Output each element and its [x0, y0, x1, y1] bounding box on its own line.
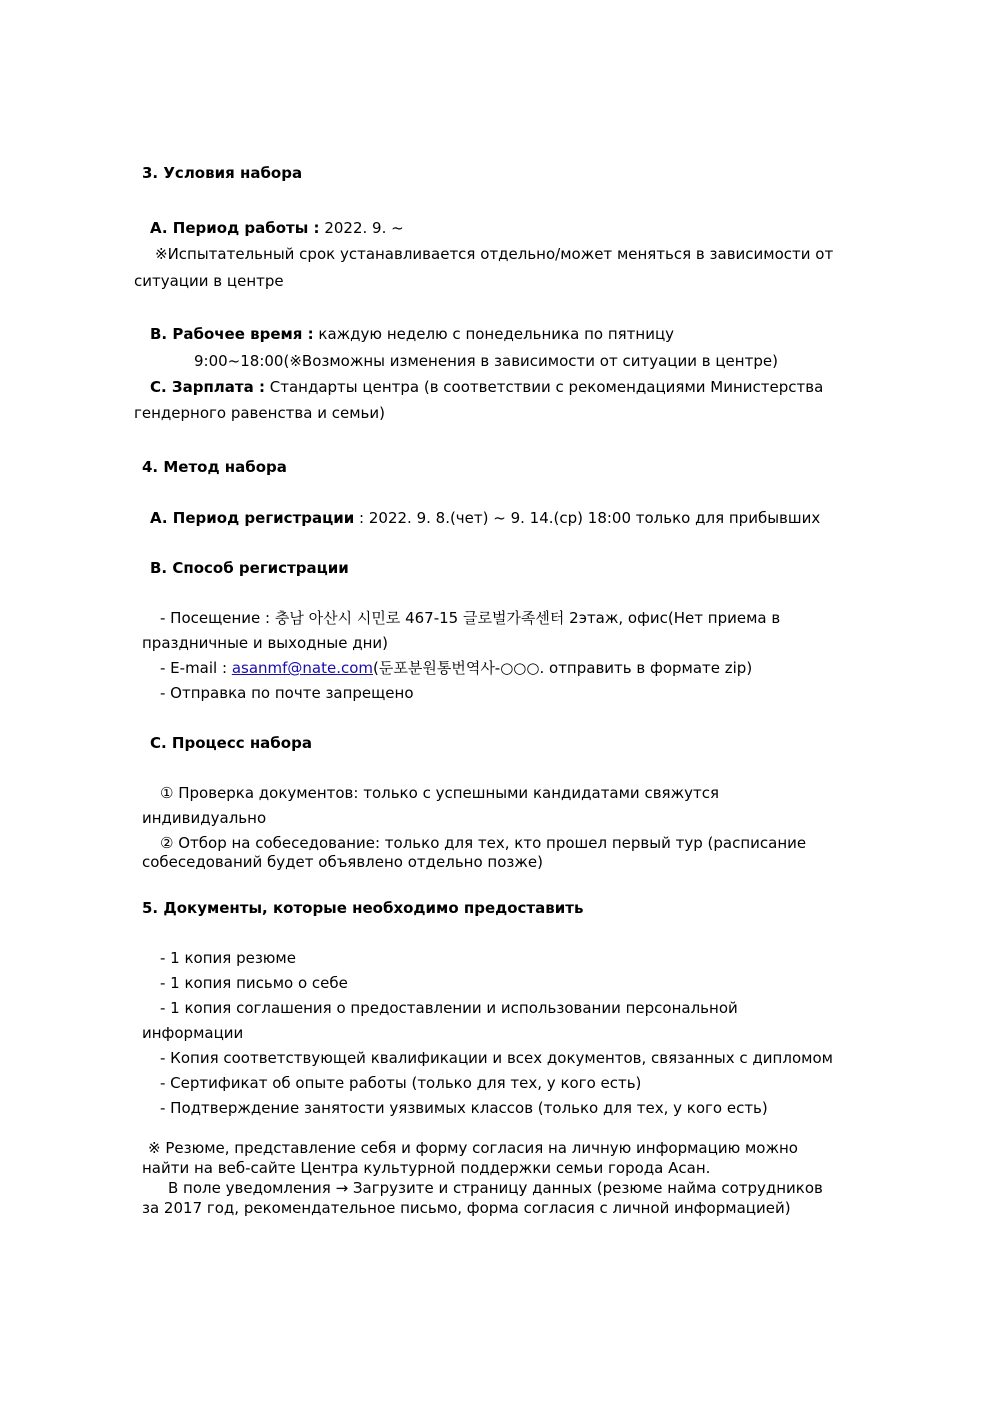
- work-period-line: [150, 218, 404, 238]
- registration-period-label: A. Период регистрации: [150, 509, 355, 527]
- email-suffix: (둔포분원통번역사-○○○. отправить в формате zip): [373, 659, 753, 677]
- visit-line-1: - Посещение : 충남 아산시 시민로 467-15 글로벌가족센터 2этаж, офис(Нет приема в: [160, 609, 781, 627]
- document-item: - 1 копия резюме: [160, 949, 296, 967]
- visit-line-2: праздничные и выходные дни): [142, 634, 388, 652]
- document-item: - Копия соответствующей квалификации и всех документов, связанных с дипломом: [160, 1049, 833, 1067]
- recruitment-process-heading: C. Процесс набора: [150, 734, 312, 752]
- step-1-line-2: индивидуально: [142, 809, 267, 827]
- step-2-line-1: ② Отбор на собеседование: только для тех, кто прошел первый тур (расписание: [160, 834, 807, 852]
- work-hours-line: [150, 324, 674, 344]
- step-1-line-1: ① Проверка документов: только с успешными кандидатами свяжутся: [160, 784, 719, 802]
- work-period-value: 2022. 9. ~: [319, 219, 404, 237]
- email-prefix: - E-mail :: [160, 659, 232, 677]
- section-3-heading: 3. Условия набора: [142, 164, 303, 182]
- forms-note-line-2: найти на веб-сайте Центра культурной поддержки семьи города Асан.: [142, 1159, 711, 1177]
- registration-method-heading: B. Способ регистрации: [150, 559, 349, 577]
- registration-period-value: : 2022. 9. 8.(чет) ~ 9. 14.(ср) 18:00 только для прибывших: [354, 509, 821, 527]
- section-4-heading: 4. Метод набора: [142, 458, 287, 476]
- work-hours-label: B. Рабочее время :: [150, 325, 314, 343]
- post-prohibited-line: - Отправка по почте запрещено: [160, 684, 414, 702]
- forms-note-line-1: ※ Резюме, представление себя и форму согласия на личную информацию можно: [148, 1139, 798, 1157]
- work-hours-detail: 9:00~18:00(※Возможны изменения в зависимости от ситуации в центре): [194, 352, 778, 370]
- email-link[interactable]: asanmf@nate.com: [231, 659, 374, 677]
- document-item: - Сертификат об опыте работы (только для тех, у кого есть): [160, 1074, 642, 1092]
- salary-label: C. Зарплата :: [150, 378, 265, 396]
- section-5-heading: 5. Документы, которые необходимо предоставить: [142, 899, 584, 917]
- document-item: - 1 копия письмо о себе: [160, 974, 348, 992]
- forms-note-line-3: В поле уведомления → Загрузите и страницу данных (резюме найма сотрудников: [168, 1179, 823, 1197]
- probation-note-line-2: ситуации в центре: [134, 272, 284, 290]
- registration-period-line: [150, 508, 820, 528]
- document-item: - Подтверждение занятости уязвимых классов (только для тех, у кого есть): [160, 1099, 768, 1117]
- document-item: - 1 копия соглашения о предоставлении и использовании персональной: [160, 999, 738, 1017]
- work-hours-value: каждую неделю с понедельника по пятницу: [313, 325, 675, 343]
- probation-note-line-1: ※Испытательный срок устанавливается отдельно/может меняться в зависимости от: [155, 245, 834, 263]
- document-item-continuation: информации: [142, 1024, 244, 1042]
- salary-line: [150, 377, 823, 397]
- forms-note-line-4: за 2017 год, рекомендательное письмо, форма согласия с личной информацией): [142, 1199, 791, 1217]
- salary-value: Стандарты центра (в соответствии с рекомендациями Министерства: [264, 378, 824, 396]
- step-2-line-2: собеседований будет объявлено отдельно позже): [142, 853, 543, 871]
- email-line: [160, 658, 752, 678]
- salary-line-2: гендерного равенства и семьи): [134, 404, 385, 422]
- work-period-label: A. Период работы :: [150, 219, 320, 237]
